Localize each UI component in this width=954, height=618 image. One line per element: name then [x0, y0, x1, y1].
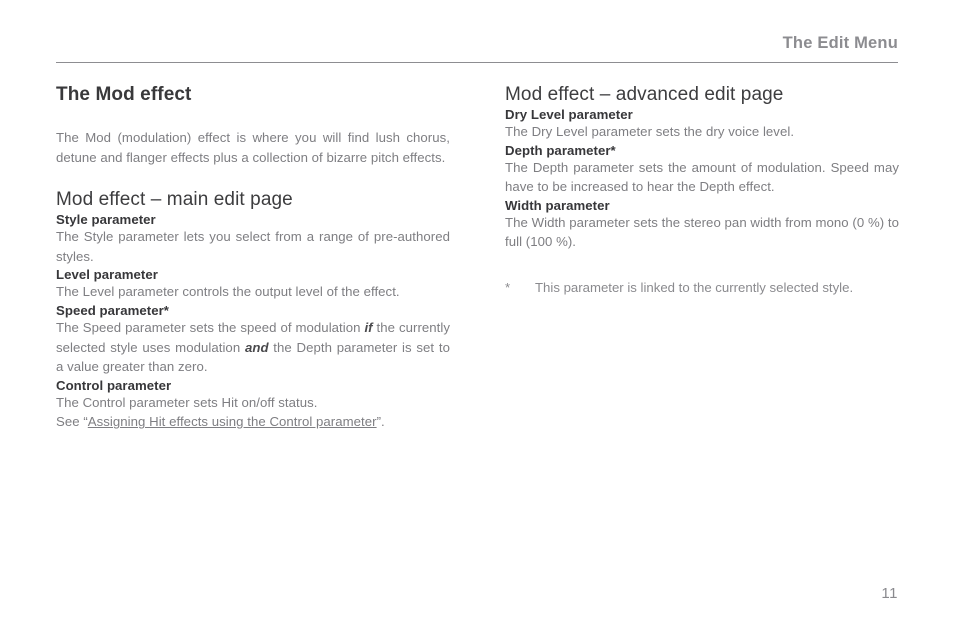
- param-text-depth: The Depth parameter sets the amount of modulation. Speed may have to be increased to hear the Depth effect.: [505, 159, 899, 195]
- cross-reference-suffix: ”.: [376, 414, 385, 430]
- page-title: The Mod effect: [56, 84, 192, 105]
- right-column: [505, 84, 899, 298]
- param-heading-depth: Depth parameter*: [505, 142, 616, 158]
- param-text-level: The Level parameter controls the output level of the effect.: [56, 284, 400, 300]
- param-text-width: The Width parameter sets the stereo pan width from mono (0 %) to full (100 %).: [505, 214, 899, 250]
- param-heading-style: Style parameter: [56, 212, 156, 228]
- cross-reference-line: [56, 412, 450, 432]
- param-text-speed-part2: the currently selected style uses modulation: [56, 319, 450, 355]
- param-heading-control: Control parameter: [56, 377, 172, 393]
- left-column: [56, 84, 450, 432]
- cross-reference-prefix: See “: [56, 414, 88, 430]
- page-number: 11: [881, 585, 898, 602]
- header-divider-rule: [56, 62, 898, 63]
- param-text-speed-emphasis-if: if: [364, 319, 373, 335]
- section-heading-advanced-edit-page: Mod effect – advanced edit page: [505, 84, 784, 105]
- param-text-control: The Control parameter sets Hit on/off status.: [56, 394, 318, 410]
- param-text-speed-emphasis-and: and: [244, 339, 269, 355]
- footnote-marker: *: [505, 279, 511, 295]
- param-heading-width: Width parameter: [505, 197, 610, 213]
- footnote-text: This parameter is linked to the currently selected style.: [535, 279, 854, 295]
- param-text-speed-part3: the Depth parameter is set to a value greater than zero.: [56, 339, 450, 375]
- param-text-style: The Style parameter lets you select from a range of pre-authored styles.: [56, 229, 450, 264]
- section-heading-main-edit-page: Mod effect – main edit page: [56, 189, 293, 211]
- param-text-dry-level: The Dry Level parameter sets the dry voice level.: [505, 124, 795, 139]
- intro-paragraph: The Mod (modulation) effect is where you will find lush chorus, detune and flanger effects plus a collection of bizarre pitch effects.: [56, 130, 450, 165]
- param-text-speed-part1: The Speed parameter sets the speed of modulation: [56, 319, 365, 335]
- footnote: [505, 278, 899, 298]
- param-heading-dry-level: Dry Level parameter: [505, 107, 633, 122]
- param-heading-level: Level parameter: [56, 267, 158, 283]
- cross-reference-link[interactable]: Assigning Hit effects using the Control parameter: [87, 414, 377, 430]
- param-text-speed: [56, 318, 450, 377]
- running-header-title: The Edit Menu: [782, 34, 898, 52]
- param-heading-speed: Speed parameter*: [56, 302, 169, 318]
